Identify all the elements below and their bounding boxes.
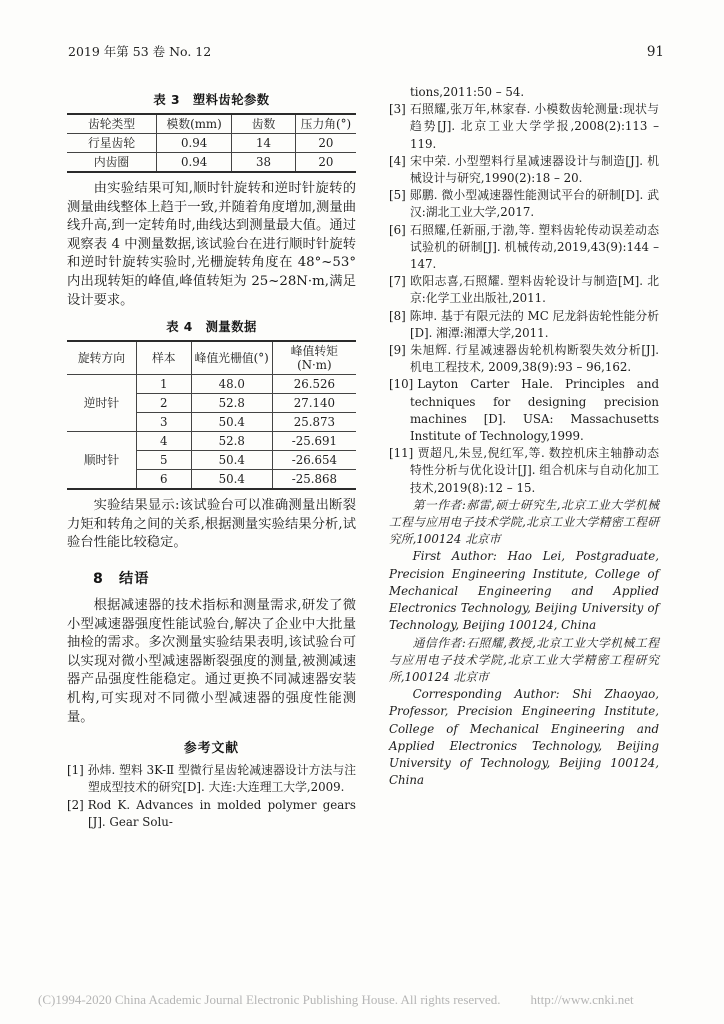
table-cell: 4 [136,432,191,451]
table-cell: 52.8 [191,432,272,451]
table-row [67,375,356,394]
reference-text: Rod K. Advances in molded polymer gears [J]. Gear Solu- [87,797,356,829]
paragraph-experiment-analysis: 由实验结果可知,顺时针旋转和逆时针旋转的测量曲线整体上趋于一致,并随着角度增加,测量曲线升高,到一定转角时,曲线达到测量最大值。通过观察表 4 中测量数据,该试验台在进行顺时针旋转和逆时针旋转实验时,光栅旋转角度在 48°~53°内出现转矩的峰值,峰值转矩为 25~28N·m,满足设计要求。 [67,181,356,308]
table-cell: 1 [136,375,191,394]
corresponding-author-note-en: Corresponding Author: Shi Zhaoyao, Professor, Precision Engineering Institute, College of Mechanical Engineering and Applied Electronics Technology, Beijing University of Technology, Beijing 100124, China [389,687,659,788]
table4-caption: 表 4 测量数据 [166,320,257,335]
table-cell: 5 [136,451,191,470]
reference-text: 郧鹏. 微小型减速器性能测试平台的研制[D]. 武汉:湖北工业大学,2017. [409,188,659,220]
reference-continuation: tions,2011:50 – 54. [410,85,525,99]
table-cell: 26.526 [272,375,356,394]
journal-issue-info: 2019 年第 53 卷 No. 12 [68,44,212,59]
references-heading: 参考文献 [183,741,240,757]
reference-text: 宋中荣. 小型塑料行星减速器设计与制造[J]. 机械设计与研究,1990(2):18 – 20. [409,153,659,186]
reference-number: [5] [389,188,406,203]
direction-cell: 逆时针 [67,375,136,432]
paragraph-results-summary: 实验结果显示:该试验台可以准确测量出断裂力矩和转角之间的关系,根据测量实验结果分析,试验台性能比较稳定。 [67,498,356,551]
table-cell: 50.4 [191,413,272,432]
reference-text: 石照耀,任新丽,于渤,等. 塑料齿轮传动误差动态试验机的研制[J]. 机械传动,2019,43(9):144 – 147. [409,222,659,272]
table-cell: 25.873 [272,413,356,432]
reference-text: 贾超凡,朱昱,倪红军,等. 数控机床主轴静动态特性分析与优化设计[J]. 组合机床与自动化加工技术,2019(8):12 – 15. [410,446,659,495]
page-footer [38,992,694,1008]
reference-item [67,762,356,796]
table-gear-parameters [67,113,356,173]
table3-col-header: 齿轮类型 [67,114,157,134]
reference-number: [3] [389,102,406,117]
table-cell: 0.94 [157,134,232,153]
page-number: 91 [646,44,664,60]
table-cell: 内齿圈 [67,153,157,173]
reference-text: 石照耀,张万年,林家春. 小模数齿轮测量:现状与趋势[J]. 北京工业大学学报,2008(2):113 – 119. [409,102,659,151]
reference-number: [11] [389,446,414,461]
table-row [67,432,356,451]
table-cell: 14 [232,134,296,153]
reference-number: [6] [389,222,406,237]
reference-text: 孙炜. 塑料 3K-Ⅱ 型微行星齿轮减速器设计方法与注塑成型技术的研究[D]. 大连:大连理工大学,2009. [87,763,356,795]
table-header-row [67,341,356,375]
left-column [67,84,356,831]
table3-col-header: 模数(mm) [157,114,232,134]
table-cell: 0.94 [157,153,232,173]
reference-text: 陈坤. 基于有限元法的 MC 尼龙斜齿轮性能分析[D]. 湘潭:湘潭大学,2011. [409,308,659,340]
table-cell: 48.0 [191,375,272,394]
table4-col-header: 旋转方向 [67,341,136,375]
table-measurement-data [67,340,356,490]
right-column [389,84,659,831]
reference-number: [1] [67,763,84,778]
reference-number: [4] [389,153,406,168]
table-cell: 20 [295,134,356,153]
table-header-row [67,114,356,134]
table-cell: 20 [295,153,356,173]
reference-item [389,153,659,187]
reference-number: [10] [389,377,414,392]
table4-col-header: 样本 [136,341,191,375]
reference-number: [9] [389,343,406,358]
table-row [67,134,356,153]
table-cell: 50.4 [191,470,272,490]
table-cell: 3 [136,413,191,432]
reference-item [389,376,659,445]
table-cell: 行星齿轮 [67,134,157,153]
reference-item [67,797,356,831]
page-header [68,42,664,60]
table3-col-header: 齿数 [232,114,296,134]
reference-item [389,273,659,307]
reference-text: 朱旭辉. 行星减速器齿轮机构断裂失效分析[J]. 机电工程技术, 2009,38(9):93 – 96,162. [409,343,659,375]
first-author-note-zh: 第一作者:郝雷,硕士研究生,北京工业大学机械工程与应用电子技术学院,北京工业大学精密工程研究所,100124 北京市 [389,497,659,547]
table-cell: 27.140 [272,394,356,413]
reference-text: Layton Carter Hale. Principles and techniques for designing precision machines [D]. USA: Massachusetts Institute of Technology,1999. [410,377,659,444]
reference-text: 欧阳志喜,石照耀. 塑料齿轮设计与制造[M]. 北京:化学工业出版社,2011. [409,274,659,306]
table-cell: 52.8 [191,394,272,413]
table-row [67,153,356,173]
reference-number: [8] [389,308,406,323]
first-author-note-en: First Author: Hao Lei, Postgraduate, Precision Engineering Institute, College of Mechanical Engineering and Applied Electronics Technology, Beijing University of Technology, Beijing 100124, China [389,549,659,633]
table3-caption: 表 3 塑料齿轮参数 [153,93,270,107]
reference-item [389,308,659,342]
reference-number: [7] [389,274,406,289]
page-content [67,84,659,831]
table3-col-header: 压力角(°) [295,114,356,134]
copyright-text: (C)1994-2020 China Academic Journal Electronic Publishing House. All rights reserved. [38,992,501,1007]
table-cell: 38 [232,153,296,173]
reference-item [389,187,659,221]
table-cell: 2 [136,394,191,413]
direction-cell: 顺时针 [67,432,136,490]
reference-item [389,101,659,153]
table-cell: 50.4 [191,451,272,470]
section-heading-conclusion: 8 结语 [93,570,150,587]
paragraph-conclusion: 根据减速器的技术指标和测量需求,研发了微小型减速器强度性能试验台,解决了企业中大批量抽检的需求。多次测量实验结果表明,该试验台可以实现对微小型减速器断裂强度的测量,被测减速器产品强度性能稳定。通过更换不同减速器安装机构,可实现对不同微小型减速器的强度性能测量。 [67,597,356,725]
reference-number: [2] [67,797,84,812]
reference-item [389,222,659,274]
reference-item [389,445,659,497]
table-cell: -26.654 [272,451,356,470]
table4-col-header: 峰值转矩(N·m) [272,341,356,375]
corresponding-author-note-zh: 通信作者:石照耀,教授,北京工业大学机械工程与应用电子技术学院,北京工业大学精密工程研究所,100124 北京市 [389,635,659,684]
table-cell: -25.868 [272,470,356,490]
reference-item [389,342,659,376]
footer-url: http://www.cnki.net [530,992,634,1007]
table4-col-header: 峰值光栅值(°) [191,341,272,375]
table-cell: 6 [136,470,191,490]
table-cell: -25.691 [272,432,356,451]
